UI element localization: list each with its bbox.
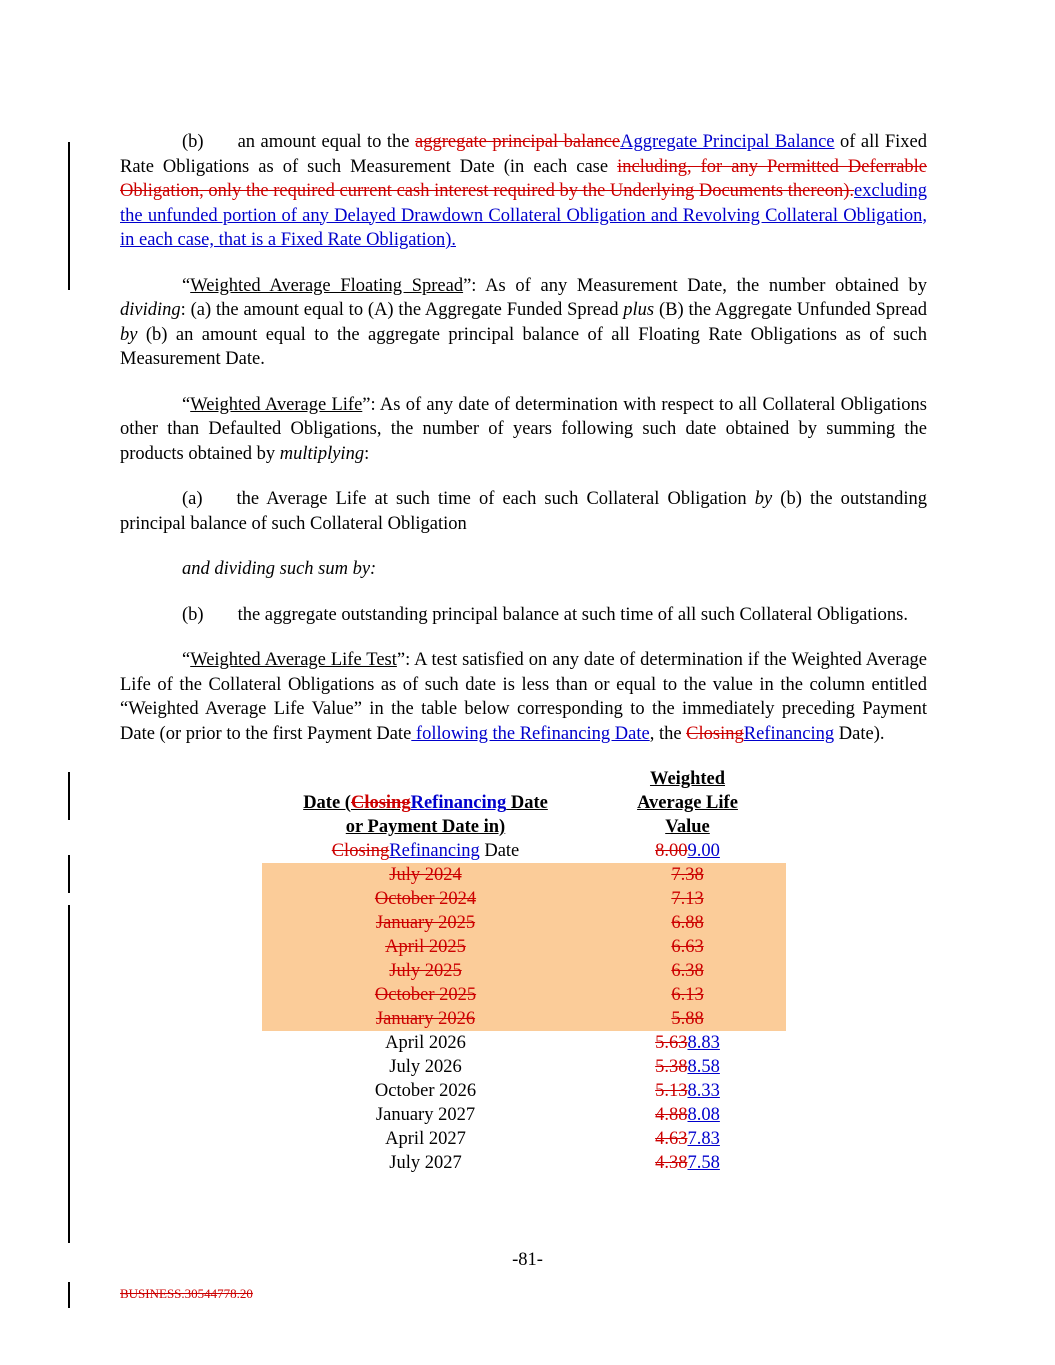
para-text: (b) an amount equal to the aggregate principal balance of all Floating Rate Obligations as of such Measurement Date. [120, 324, 927, 369]
inserted-text: 8.08 [687, 1105, 720, 1125]
inserted-text: following the Refinancing Date [411, 723, 650, 744]
deleted-text: 5.38 [655, 1057, 688, 1077]
inserted-text: 7.83 [687, 1129, 720, 1149]
emphasis: plus [623, 300, 655, 320]
deleted-text: July 2025 [389, 961, 462, 981]
cell-value [590, 1127, 786, 1151]
paragraph-b-fixed-rate [120, 130, 927, 253]
inserted-text: 8.83 [687, 1033, 720, 1053]
cell-date [262, 935, 590, 959]
list-label-b2: (b) [182, 604, 204, 625]
weighted-average-life-table-wrapper [120, 767, 927, 1175]
inserted-text: Aggregate Principal Balance [620, 132, 835, 152]
cell-date [262, 887, 590, 911]
table-row [262, 1031, 786, 1055]
table-row [262, 839, 786, 863]
table-header-row [262, 767, 786, 839]
weighted-average-life-table [262, 767, 786, 1175]
cell-value [590, 1007, 786, 1031]
deleted-text: 4.63 [655, 1129, 688, 1149]
deleted-text: January 2026 [375, 1009, 476, 1029]
deleted-text: 6.88 [671, 913, 704, 933]
change-bar [68, 772, 70, 820]
para-text: ”: As of any date of determination with respect to all Collateral Obligations other than Defaulted Obligations, the number of years following such date obtained by summing the products obtained by [120, 394, 927, 464]
para-text: ”: As of any Measurement Date, the number obtained by [463, 275, 927, 296]
table-row [262, 983, 786, 1007]
change-bar [68, 855, 70, 893]
para-text: an amount equal to the [237, 132, 415, 152]
paragraph-a-average-life [120, 487, 927, 536]
emphasis: by [120, 324, 138, 345]
inserted-text: Refinancing [389, 841, 480, 861]
cell-date [262, 839, 590, 863]
emphasis: multiplying [279, 443, 365, 464]
deleted-text: 7.38 [671, 865, 704, 885]
list-label-a: (a) [182, 489, 203, 509]
para-text: and dividing such sum by: [182, 559, 377, 579]
deleted-text: Closing [686, 723, 744, 744]
cell-value [590, 1031, 786, 1055]
deleted-text: July 2024 [389, 865, 462, 885]
page-number: -81- [512, 1250, 543, 1270]
cell-value [590, 959, 786, 983]
para-text: ”: A test satisfied on any date of determination if the Weighted Average Life of the Collateral Obligations as of such date is less than or equal to the value in the column entitled “Weighted Average Life Value” in the table below corresponding to the immediately preceding Payment Date (or prior to the first Payment Date [120, 650, 927, 744]
table-row [262, 1151, 786, 1175]
list-label-b: (b) [182, 132, 204, 152]
deleted-text: 6.38 [671, 961, 704, 981]
deleted-text: January 2025 [375, 913, 476, 933]
cell-date: July 2027 [389, 1153, 462, 1173]
deleted-text: 5.88 [671, 1009, 704, 1029]
cell-value [590, 1103, 786, 1127]
inserted-text: Refinancing [743, 723, 835, 744]
deleted-text: 4.38 [655, 1153, 688, 1173]
defined-term: Weighted Average Floating Spread [190, 275, 464, 296]
paragraph-weighted-average-floating-spread: “Weighted Average Floating Spread”: As of any Measurement Date, the number obtained by dividing: (a) the amount equal to (A) the Aggregate Funded Spread plus (B) the Aggregate Unfunded Spread by (b) an amount equal to the aggregate principal balance of all Floating Rate Obligations as of such Measurement Date. [120, 275, 927, 369]
para-text: the aggregate outstanding principal balance at such time of all such Collateral Obligations. [237, 604, 908, 625]
table-row [262, 887, 786, 911]
header-text: Date ( [303, 793, 351, 813]
table-row [262, 1103, 786, 1127]
table-body [262, 839, 786, 1175]
table-row [262, 935, 786, 959]
cell-date: January 2027 [375, 1105, 476, 1125]
deleted-text: October 2025 [374, 985, 477, 1005]
table-row [262, 1007, 786, 1031]
cell-value [590, 935, 786, 959]
change-bar [68, 1282, 70, 1308]
inserted-text: 8.33 [687, 1081, 720, 1101]
emphasis: by [754, 489, 773, 509]
paragraph-weighted-average-life-test: “Weighted Average Life Test”: A test satisfied on any date of determination if the Weighted Average Life of the Collateral Obligations as of such date is less than or equal to the value in the column entitled “Weighted Average Life Value” in the table below corresponding to the immediately preceding Payment Date (or prior to the first Payment Date following the Refinancing Date, the ClosingRefinancing Date). [120, 650, 927, 744]
cell-date: October 2026 [374, 1081, 477, 1101]
defined-term: Weighted Average Life [190, 394, 363, 415]
deleted-text: 5.63 [655, 1033, 688, 1053]
para-text: : [364, 443, 370, 464]
inserted-text: 8.58 [687, 1057, 720, 1077]
cell-value [590, 1055, 786, 1079]
deleted-text: 6.63 [671, 937, 704, 957]
cell-date: April 2027 [385, 1129, 466, 1149]
emphasis: dividing [120, 300, 181, 320]
header-text: Weighted [649, 769, 726, 789]
paragraph-weighted-average-life: “Weighted Average Life”: As of any date of determination with respect to all Collateral Obligations other than Defaulted Obligations, the number of years following such date obtained by summing the products obtained by multiplying: [120, 394, 927, 464]
header-text: Date [506, 793, 548, 813]
cell-value [590, 1079, 786, 1103]
document-footer-id: BUSINESS.30544778.20 [120, 1286, 253, 1301]
deleted-text: 5.13 [655, 1081, 688, 1101]
header-text: Average Life [637, 793, 738, 813]
inserted-text: excluding the unfunded portion of any Delayed Drawdown Collateral Obligation and Revolving Collateral Obligation, in each case, that is a Fixed Rate Obligation). [120, 181, 927, 250]
cell-date: July 2026 [389, 1057, 462, 1077]
column-header-date [262, 767, 590, 839]
cell-value [590, 1151, 786, 1175]
para-text: (B) the Aggregate Unfunded Spread [654, 300, 927, 320]
cell-date [262, 863, 590, 887]
change-bar [68, 142, 70, 290]
defined-term: Weighted Average Life Test [190, 650, 397, 670]
deleted-text: Closing [331, 841, 390, 861]
table-row [262, 911, 786, 935]
cell-value [590, 911, 786, 935]
table-row [262, 1127, 786, 1151]
deleted-text: 6.13 [671, 985, 704, 1005]
para-text: Date). [834, 723, 885, 744]
para-text: of all Fixed Rate Obligations as of such Measurement Date (in each case [120, 132, 927, 177]
deleted-text: 4.88 [655, 1105, 688, 1125]
deleted-text: October 2024 [374, 889, 477, 909]
cell-date [262, 1007, 590, 1031]
column-header-value [590, 767, 786, 839]
para-text: : (a) the amount equal to (A) the Aggregate Funded Spread [180, 300, 624, 320]
table-row [262, 959, 786, 983]
cell-value [590, 839, 786, 863]
table-row [262, 1079, 786, 1103]
table-row [262, 1055, 786, 1079]
deleted-text: aggregate principal balance [415, 132, 621, 152]
para-text: (b) the outstanding principal balance of such Collateral Obligation [120, 489, 927, 534]
change-bar [68, 905, 70, 1243]
deleted-text: 8.00 [655, 841, 688, 861]
deleted-text: Closing [350, 793, 411, 813]
header-text: Value [665, 817, 710, 837]
inserted-text: 9.00 [687, 841, 720, 861]
cell-value [590, 863, 786, 887]
cell-date: April 2026 [385, 1033, 466, 1053]
deleted-text: including, for any Permitted Deferrable Obligation, only the required current cash interest required by the Underlying Documents thereon). [120, 156, 928, 201]
deleted-text: April 2025 [385, 937, 466, 957]
table-header [262, 767, 786, 839]
cell-date [262, 983, 590, 1007]
paragraph-b-aggregate-outstanding [120, 603, 927, 628]
header-text: or Payment Date in) [345, 817, 506, 837]
para-text: the Average Life at such time of each such Collateral Obligation [236, 489, 755, 509]
inserted-text: 7.58 [687, 1153, 720, 1173]
paragraph-and-dividing [120, 557, 927, 582]
cell-date [262, 959, 590, 983]
cell-value [590, 983, 786, 1007]
table-row [262, 863, 786, 887]
para-text: , the [649, 723, 687, 744]
inserted-text: Refinancing [410, 793, 507, 813]
cell-date [262, 911, 590, 935]
cell-value [590, 887, 786, 911]
cell-text: Date [479, 841, 520, 861]
deleted-text: 7.13 [671, 889, 704, 909]
